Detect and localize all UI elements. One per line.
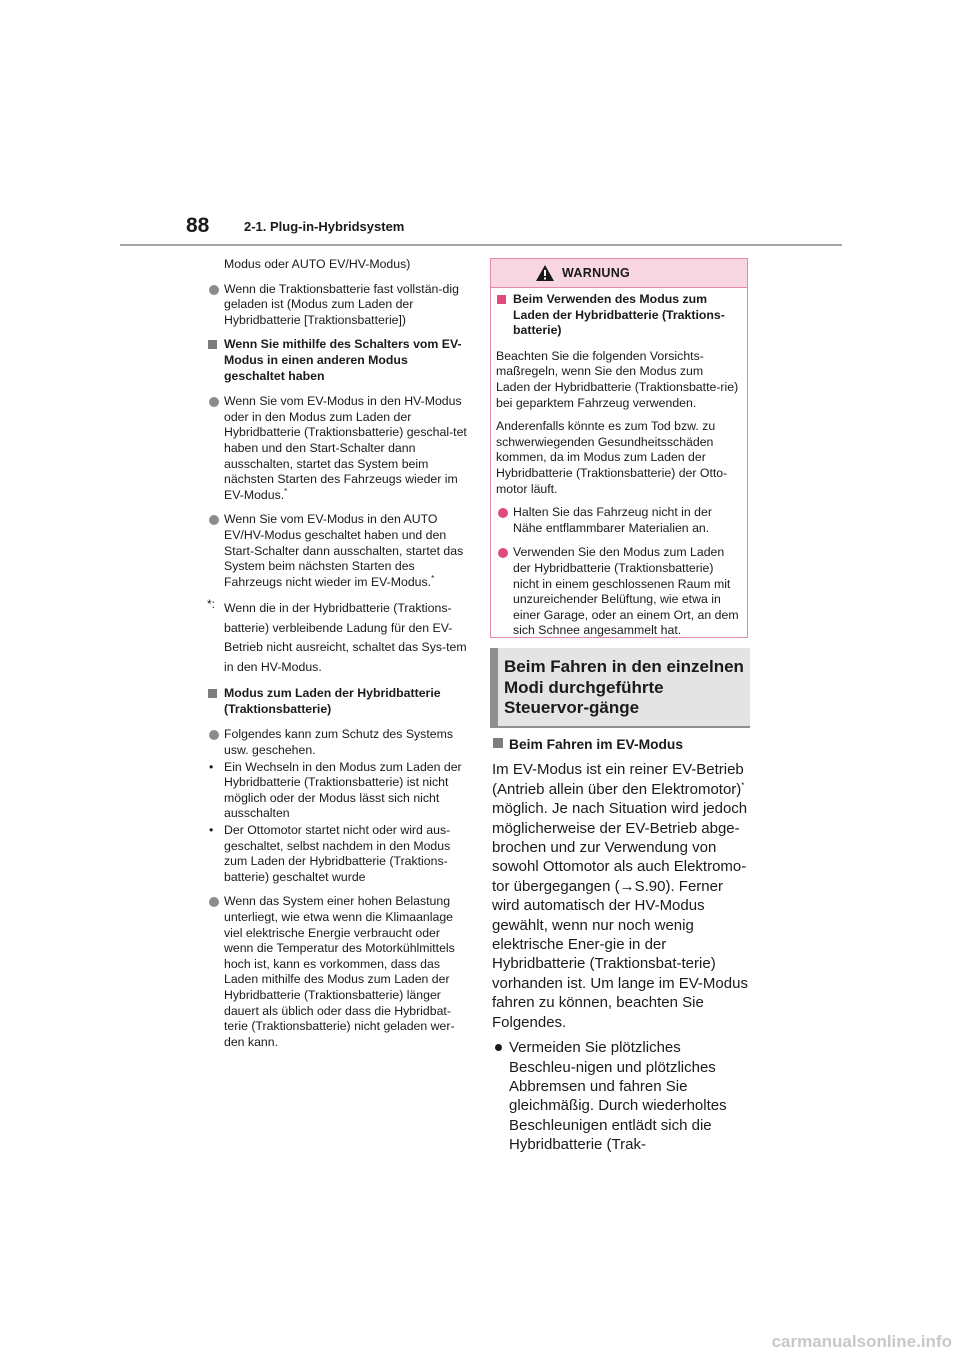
section-accent-bar: [490, 648, 498, 726]
left-column: [207, 257, 469, 1059]
list-item: Vermeiden Sie plötzliches Beschleu-nigen und plötzliches Abbremsen und fahren Sie gleichmäßig. Durch wiederholtes Beschleunigen entlädt sich die Hybridbatterie (Trak-: [492, 1038, 750, 1154]
footnote: *: Wenn die in der Hybridbatterie (Traktions-batterie) verbleibende Ladung für den EV-Betrieb nicht ausreicht, schaltet das Sys-tem in den HV-Modus.: [207, 597, 467, 674]
list-item: Folgendes kann zum Schutz des Systems usw. geschehen.: [207, 727, 469, 758]
page-number: 88: [186, 214, 210, 237]
bullet-icon: [209, 897, 219, 907]
square-bullet-icon: [208, 340, 217, 349]
footnote-mark: *:: [207, 597, 216, 612]
bullet-icon: [498, 508, 508, 518]
warning-box: [490, 258, 748, 638]
list-item: Wenn die Traktionsbatterie fast vollstän-dig geladen ist (Modus zum Laden der Hybridbatterie [Traktionsbatterie]): [207, 282, 469, 329]
warning-list-item: Verwenden Sie den Modus zum Laden der Hybridbatterie (Traktionsbatterie) nicht in einem geschlossenen Raum mit unzureichender Belüftung, wie etwa in einer Garage, oder an einem Ort, an dem sich Schnee angesammelt hat.: [496, 545, 740, 639]
continued-text: Modus oder AUTO EV/HV-Modus): [224, 257, 411, 271]
warning-subheading: Beim Verwenden des Modus zum Laden der Hybridbatterie (Traktions-batterie): [496, 292, 740, 339]
body-paragraph: Im EV-Modus ist ein reiner EV-Betrieb (Antrieb allein über den Elektromotor)* möglich. Je nach Situation wird jedoch möglicherweise der EV-Betrieb abge-brochen und zur Verwendung von sowohl Ottomotor als auch Elektromo-tor übergegangen (→S.90). Ferner wird automatisch der HV-Modus gewählt, wenn nur noch wenig elektrische Ener-gie in der Hybridbatterie (Traktionsbat-terie) vorhanden ist. Um lange im EV-Modus fahren zu können, beachten Sie Folgendes.: [492, 761, 748, 1031]
list-item: Wenn das System einer hohen Belastung unterliegt, wie etwa wenn die Klimaanlage viel elektrische Energie verbraucht oder wenn die Temperatur des Motorkühlmittels hoch ist, kann es vorkommen, dass das Laden mithilfe des Modus zum Laden der Hybridbatterie (Traktionsbatterie) länger dauert als üblich oder dass die Hybridbat-terie (Traktionsbatterie) nicht geladen wer-den kann.: [207, 894, 469, 1050]
square-bullet-icon: [208, 689, 217, 698]
bullet-icon: [209, 397, 219, 407]
warning-list-item: Halten Sie das Fahrzeug nicht in der Nähe entflammbarer Materialien an.: [496, 505, 740, 536]
subheading: Modus zum Laden der Hybridbatterie (Traktionsbatterie): [207, 686, 469, 717]
bullet-icon: [209, 515, 219, 525]
list-item: Wenn Sie vom EV-Modus in den HV-Modus oder in den Modus zum Laden der Hybridbatterie (Traktionsbatterie) geschal-tet haben und den Start-Schalter dann ausschalten, startet das System beim nächsten Starten des Fahrzeugs wieder im EV-Modus.*: [207, 394, 469, 503]
warning-paragraph: Beachten Sie die folgenden Vorsichts-maßregeln, wenn Sie den Modus zum Laden der Hybridbatterie (Traktionsbatte-rie) bei geparktem Fahrzeug verwenden.: [496, 348, 739, 410]
bullet-icon: [209, 730, 219, 740]
right-column-text: [492, 733, 750, 1155]
warning-title: WARNUNG: [562, 266, 631, 280]
footnote-ref: *: [284, 486, 288, 496]
section-heading-box: [490, 648, 750, 728]
subheading: Wenn Sie mithilfe des Schalters vom EV-Modus in einen anderen Modus geschaltet haben: [207, 337, 469, 384]
warning-paragraph: Anderenfalls könnte es zum Tod bzw. zu schwerwiegenden Gesundheitsschäden kommen, da im Modus zum Laden der Hybridbatterie (Traktionsbatterie) der Otto-motor läuft.: [496, 419, 728, 496]
dash-item: • Ein Wechseln in den Modus zum Laden der Hybridbatterie (Traktionsbatterie) ist nicht möglich oder der Modus lässt sich nicht ausschalten: [209, 759, 462, 821]
footnote-ref: *: [431, 573, 435, 583]
warning-body: [496, 292, 740, 648]
header-divider: [120, 244, 842, 246]
warning-header: [491, 259, 747, 288]
subheading: Beim Fahren im EV-Modus: [492, 735, 750, 754]
bullet-icon: [209, 285, 219, 295]
square-bullet-icon: [493, 738, 503, 748]
dash-item: • Der Ottomotor startet nicht oder wird aus-geschaltet, selbst nachdem in den Modus zum Laden der Hybridbatterie (Traktions-batterie) geschaltet wurde: [209, 823, 451, 884]
square-bullet-icon: [497, 295, 506, 304]
footnote-ref: *: [741, 780, 745, 790]
watermark: carmanualsonline.info: [771, 1332, 952, 1351]
warning-triangle-icon: [535, 264, 555, 282]
list-item: Wenn Sie vom EV-Modus in den AUTO EV/HV-Modus geschaltet haben und den Start-Schalter dann ausschalten, startet das System beim nächsten Starten des Fahrzeugs nicht wieder im EV-Modus.*: [207, 512, 469, 590]
section-title: Beim Fahren in den einzelnen Modi durchgeführte Steuervor-gänge: [504, 657, 744, 717]
bullet-icon: [498, 548, 508, 558]
bullet-icon: [495, 1044, 502, 1051]
chapter-title: 2-1. Plug-in-Hybridsystem: [244, 219, 405, 234]
